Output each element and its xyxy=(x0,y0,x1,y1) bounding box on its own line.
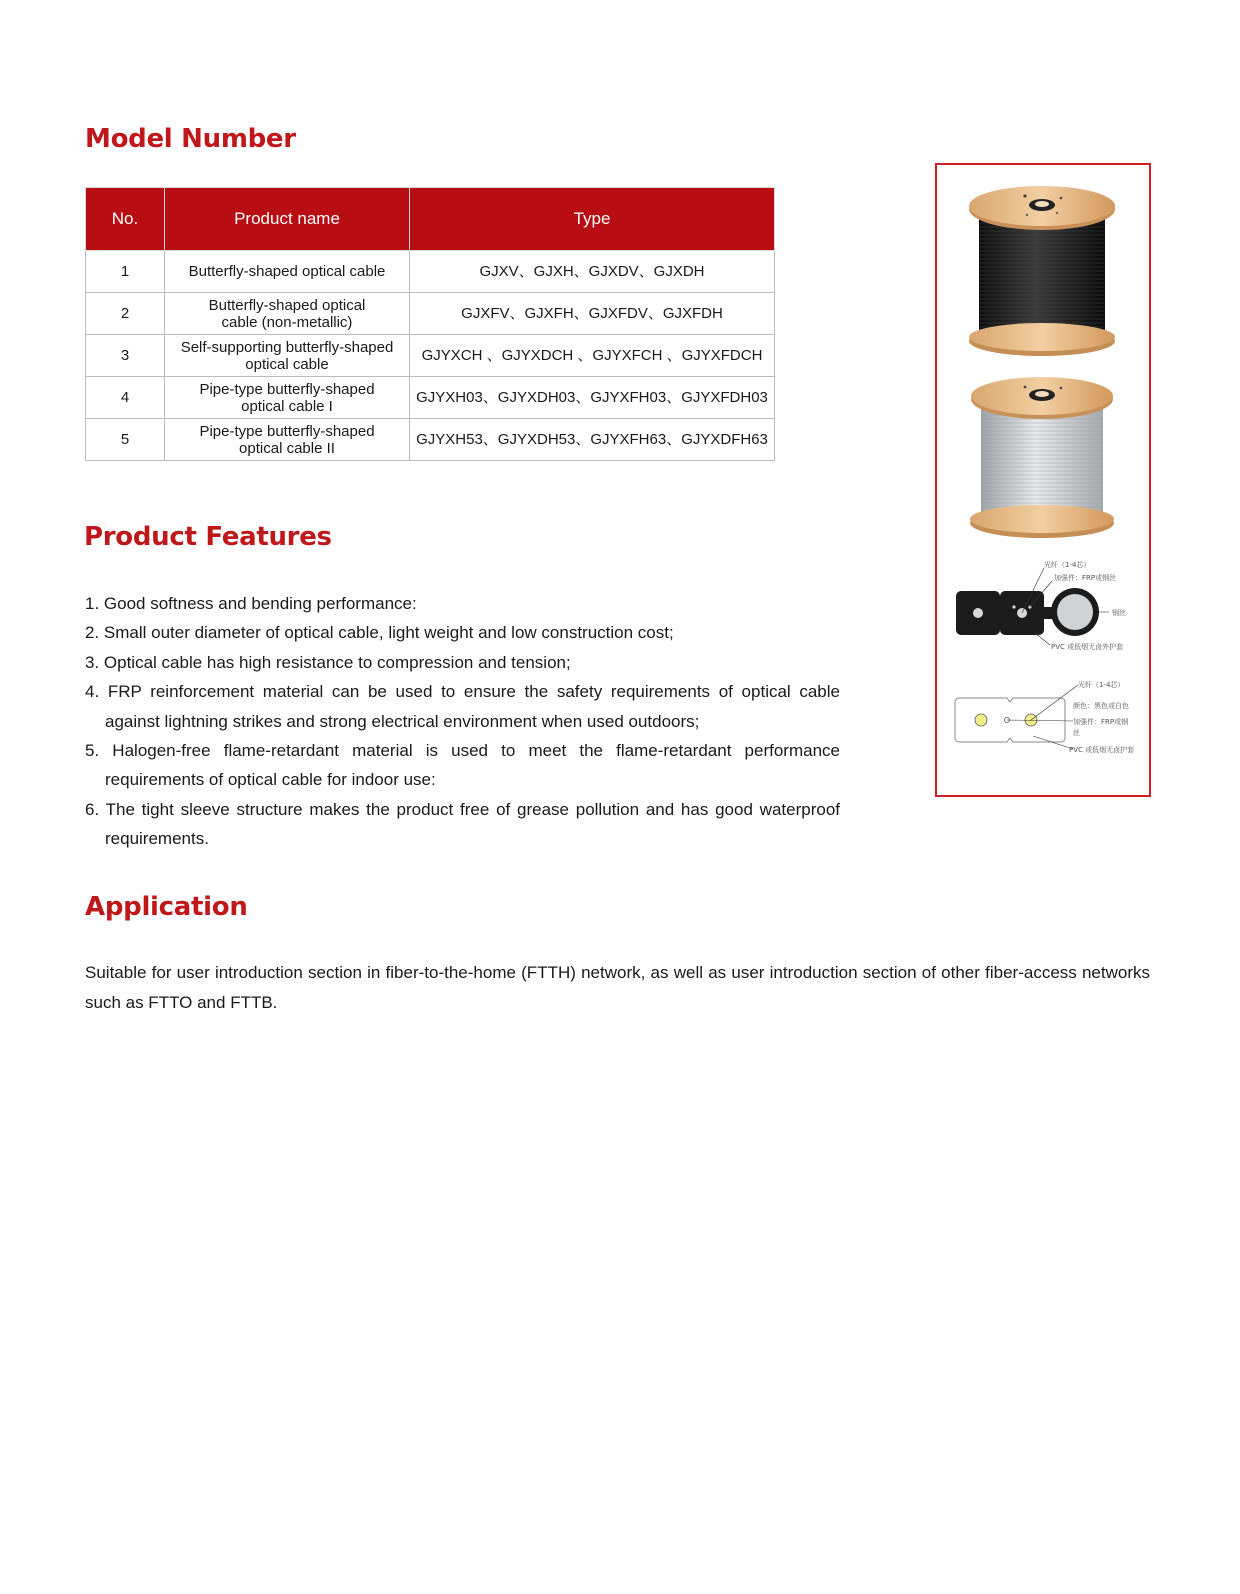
diagram1-wire-label: 钢丝 xyxy=(1112,609,1126,617)
header-product-name: Product name xyxy=(165,188,410,251)
diagram1-member-label: 加强件：FRP或钢丝 xyxy=(1054,574,1117,582)
cell-name: Self-supporting butterfly-shaped optical cable xyxy=(165,335,410,377)
cell-type: GJYXH03、GJYXDH03、GJYXFH03、GJYXFDH03 xyxy=(410,377,775,419)
table-row xyxy=(86,251,775,293)
diagram1-fiber-label: 光纤（1-4芯） xyxy=(1044,561,1091,569)
cell-name: Butterfly-shaped optical cable xyxy=(165,251,410,293)
product-image-panel xyxy=(935,163,1151,797)
cable-cross-section-diagram-2 xyxy=(955,685,1078,749)
cell-type: GJXV、GJXH、GJXDV、GJXDH xyxy=(410,251,775,293)
list-item: 4. FRP reinforcement material can be used to ensure the safety requirements of optical cable against lightning strikes and strong electrical environment when used outdoors; xyxy=(85,682,840,731)
list-item: 1. Good softness and bending performance: xyxy=(85,594,417,613)
black-cable-reel-image xyxy=(969,186,1115,356)
diagram2-member-label: 加强件：FRP或钢 xyxy=(1073,718,1129,726)
cell-name: Butterfly-shaped optical cable (non-metallic) xyxy=(165,293,410,335)
diagram2-color-label: 颜色：黑色或白色 xyxy=(1073,702,1129,710)
model-number-heading: Model Number xyxy=(85,124,296,154)
model-table xyxy=(85,187,775,461)
diagram2-member-label-cont: 丝 xyxy=(1073,729,1080,737)
list-item: 5. Halogen-free flame-retardant material is used to meet the flame-retardant performance requirements of optical cable for indoor use: xyxy=(85,741,840,790)
features-list xyxy=(85,589,840,854)
header-no: No. xyxy=(86,188,165,251)
cell-no: 3 xyxy=(86,335,165,377)
cell-type: GJYXCH 、GJYXDCH 、GJYXFCH 、GJYXFDCH xyxy=(410,335,775,377)
table-row xyxy=(86,419,775,461)
table-row xyxy=(86,377,775,419)
table-row xyxy=(86,293,775,335)
cell-name: Pipe-type butterfly-shaped optical cable II xyxy=(165,419,410,461)
cell-no: 4 xyxy=(86,377,165,419)
cell-type: GJXFV、GJXFH、GJXFDV、GJXFDH xyxy=(410,293,775,335)
table-header-row xyxy=(86,188,775,251)
product-features-heading: Product Features xyxy=(84,522,332,552)
list-item: 2. Small outer diameter of optical cable, light weight and low construction cost; xyxy=(85,623,674,643)
diagram2-fiber-label: 光纤（1-4芯） xyxy=(1078,681,1125,689)
cell-type: GJYXH53、GJYXDH53、GJYXFH63、GJYXDFH63 xyxy=(410,419,775,461)
diagram2-sheath-label: PVC 或低烟无卤护套 xyxy=(1069,746,1135,754)
header-type: Type xyxy=(410,188,775,251)
cell-name: Pipe-type butterfly-shaped optical cable I xyxy=(165,377,410,419)
grey-cable-reel-image xyxy=(970,377,1114,538)
diagram1-sheath-label: PVC 或低烟无卤外护套 xyxy=(1051,643,1124,651)
table-row xyxy=(86,335,775,377)
cell-no: 2 xyxy=(86,293,165,335)
list-item: 3. Optical cable has high resistance to compression and tension; xyxy=(85,652,571,672)
list-item: 6. The tight sleeve structure makes the product free of grease pollution and has good waterproof requirements. xyxy=(85,799,840,849)
cell-no: 1 xyxy=(86,251,165,293)
application-text: Suitable for user introduction section in fiber-to-the-home (FTTH) network, as well as user introduction section of other fiber-access networks such as FTTO and FTTB. xyxy=(85,963,1150,1012)
cell-no: 5 xyxy=(86,419,165,461)
application-heading: Application xyxy=(85,892,248,922)
